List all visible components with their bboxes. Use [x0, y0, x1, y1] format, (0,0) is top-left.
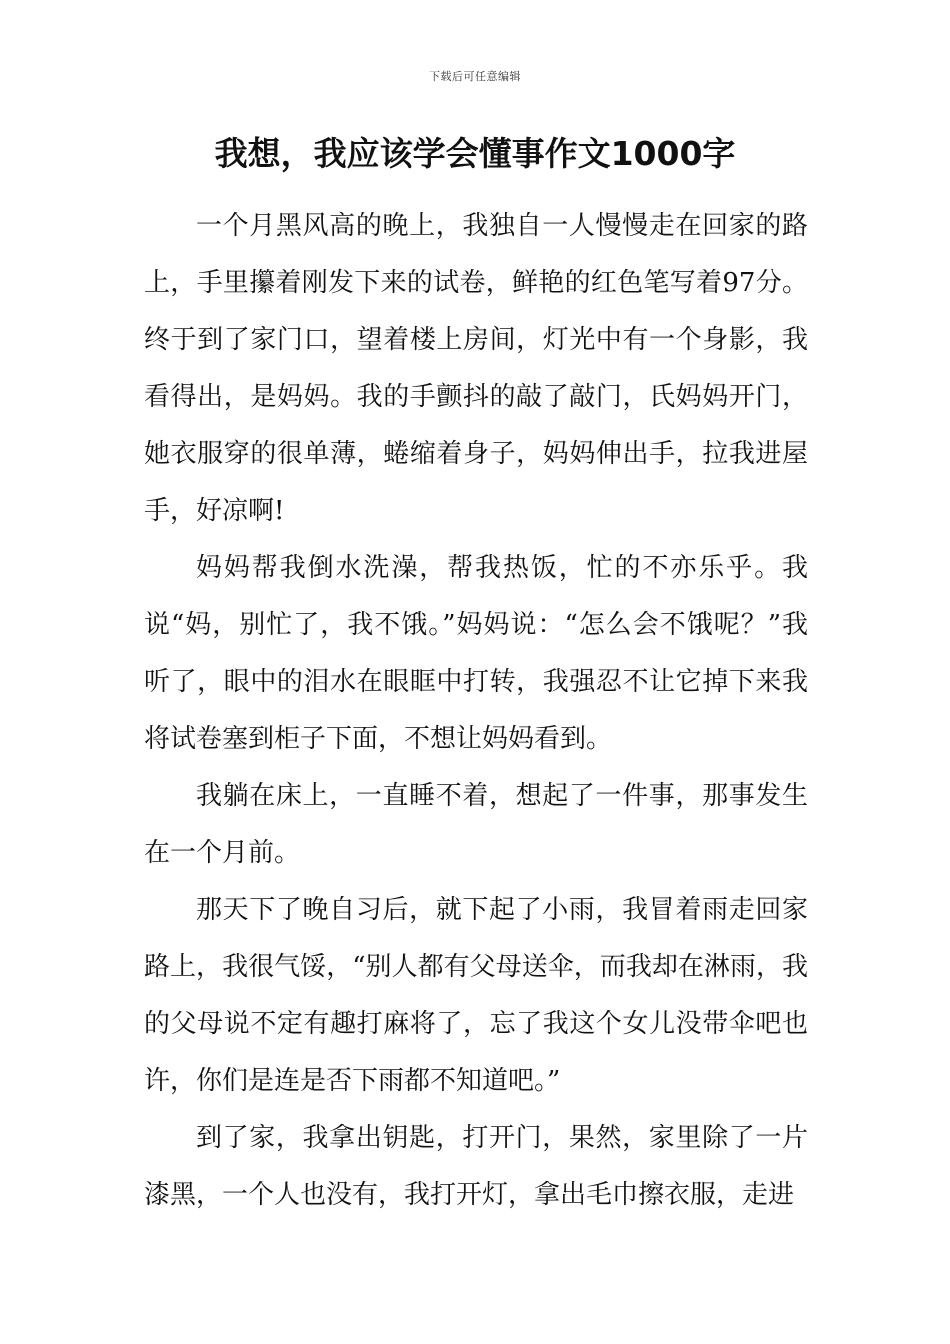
header-note: 下载后可任意编辑: [429, 70, 521, 83]
document-title: 我想，我应该学会懂事作文1000字: [214, 134, 736, 173]
paragraph: 那天下了晚自习后，就下起了小雨，我冒着雨走回家路上，我很气馁，“别人都有父母送伞，而我却在淋雨，我的父母说不定有趣打麻将了，忘了我这个女儿没带伞吧也许，你们是连是否下雨都不知道吧。”: [144, 895, 808, 1096]
document-body: [144, 198, 808, 1224]
paragraph: 一个月黑风高的晚上，我独自一人慢慢走在回家的路上，手里攥着刚发下来的试卷，鲜艳的红色笔写着97分。终于到了家门口，望着楼上房间，灯光中有一个身影，我看得出，是妈妈。我的手颤抖的敲了敲门，氏妈妈开门，她衣服穿的很单薄，蜷缩着身子，妈妈伸出手，拉我进屋手，好凉啊!: [144, 211, 808, 526]
paragraph: 我躺在床上，一直睡不着，想起了一件事，那事发生在一个月前。: [144, 781, 808, 868]
paragraph: 到了家，我拿出钥匙，打开门，果然，家里除了一片漆黑，一个人也没有，我打开灯，拿出毛巾擦衣服，走进: [144, 1123, 808, 1210]
paragraph: 妈妈帮我倒水洗澡，帮我热饭，忙的不亦乐乎。我说“妈，别忙了，我不饿。”妈妈说：“怎么会不饿呢？”我听了，眼中的泪水在眼眶中打转，我强忍不让它掉下来我将试卷塞到柜子下面，不想让妈妈看到。: [144, 553, 808, 754]
